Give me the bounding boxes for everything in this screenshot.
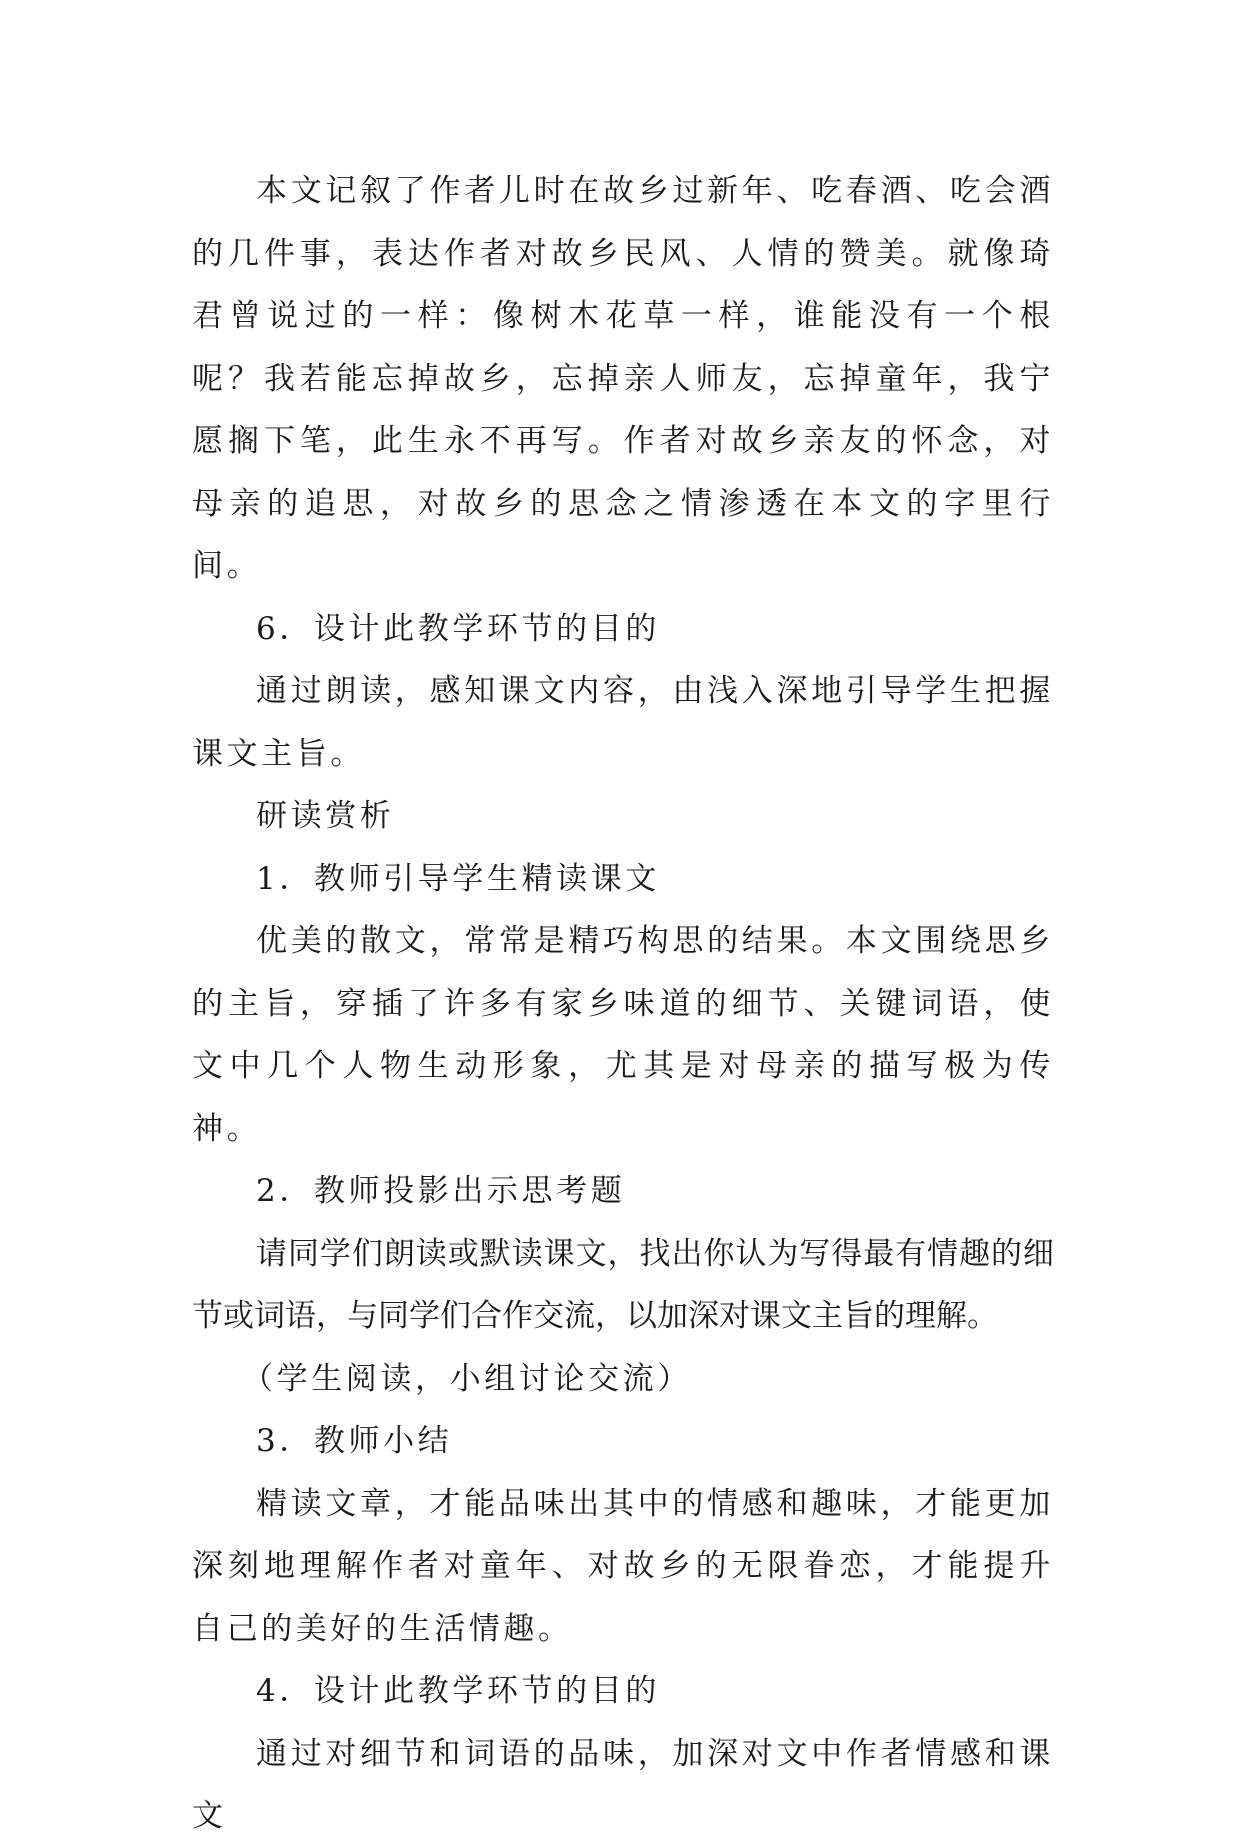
paragraph-prose-structure: 优美的散文，常常是精巧构思的结果。本文围绕思乡的主旨，穿插了许多有家乡味道的细节、关键词语，使文中几个人物生动形象，尤其是对母亲的描写极为传神。 bbox=[192, 923, 1054, 1147]
paragraph-summary-content: 精读文章，才能品味出其中的情感和趣味，才能更加深刻地理解作者对童年、对故乡的无限眷恋，才能提升自己的美好的生活情趣。 bbox=[192, 1485, 1054, 1647]
heading-close-reading: 1．教师引导学生精读课文 bbox=[256, 860, 660, 897]
section-heading-study-analysis: 研读赏析 bbox=[256, 798, 395, 834]
paragraph-detail-appreciation: 通过对细节和词语的品味，加深对文中作者情感和课文 bbox=[192, 1735, 1054, 1834]
document-body bbox=[192, 160, 1054, 1848]
heading-design-purpose-4: 4．设计此教学环节的目的 bbox=[256, 1673, 660, 1709]
paragraph-reading-purpose: 通过朗读，感知课文内容，由浅入深地引导学生把握课文主旨。 bbox=[192, 673, 1054, 772]
heading-projected-questions: 2．教师投影出示思考题 bbox=[256, 1173, 626, 1209]
heading-design-purpose-6: 6．设计此教学环节的目的 bbox=[256, 610, 660, 647]
paragraph-student-activity: （学生阅读，小组讨论交流） bbox=[242, 1360, 692, 1397]
paragraph-summary: 本文记叙了作者儿时在故乡过新年、吃春酒、吃会酒的几件事，表达作者对故乡民风、人情的赞美。就像琦君曾说过的一样：像树木花草一样，谁能没有一个根呢？我若能忘掉故乡，忘掉亲人师友，忘掉童年，我宁愿搁下笔，此生永不再写。作者对故乡亲友的怀念，对母亲的追思，对故乡的思念之情渗透在本文的字里行间。 bbox=[192, 173, 1054, 584]
heading-teacher-summary: 3．教师小结 bbox=[256, 1423, 453, 1459]
paragraph-question-prompt: 请同学们朗读或默读课文，找出你认为写得最有情趣的细节或词语，与同学们合作交流，以加深对课文主旨的理解。 bbox=[192, 1235, 1054, 1334]
